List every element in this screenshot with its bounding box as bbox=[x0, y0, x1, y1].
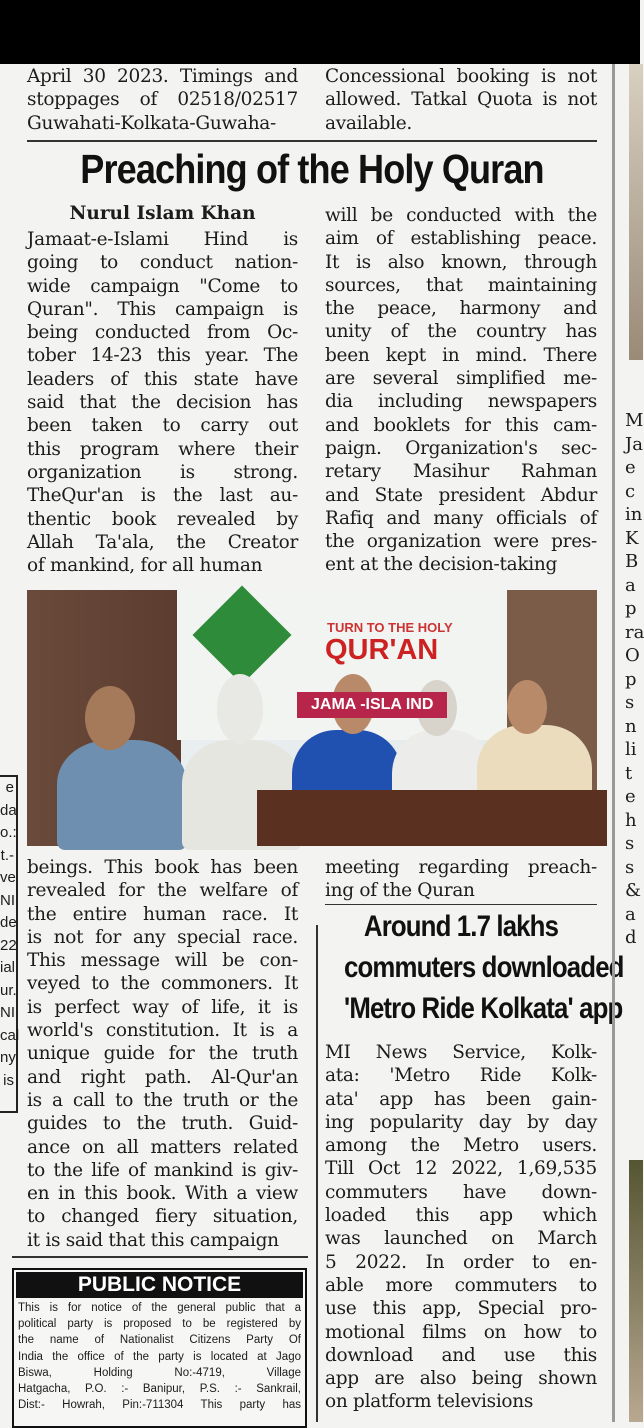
metro-headline-line: Around 1.7 lakhs bbox=[363, 910, 559, 943]
press-table bbox=[257, 790, 607, 846]
text-line: revealed for the welfare of bbox=[27, 880, 298, 902]
edge-text-line: ra bbox=[625, 621, 644, 643]
edge-photo bbox=[629, 1160, 643, 1422]
text-line: been taken to carry out bbox=[27, 415, 298, 437]
article-photo bbox=[27, 590, 597, 846]
notice-line: Dist:- Howrah, Pin:-711304 This party has bbox=[18, 1399, 301, 1412]
text-line: dia including newspapers bbox=[325, 391, 597, 413]
text-line: of mankind, for all human bbox=[27, 555, 263, 577]
text-line: Concessional booking is not bbox=[325, 66, 597, 87]
edge-text-line: ve bbox=[0, 869, 16, 886]
article-byline: Nurul Islam Khan bbox=[69, 203, 256, 224]
text-line: world's constitution. It is a bbox=[27, 1020, 298, 1042]
edge-photo bbox=[629, 64, 643, 360]
edge-text-line: is bbox=[3, 1071, 14, 1089]
edge-text-line: Ja bbox=[625, 433, 643, 455]
text-line: April 30 2023. Timings and bbox=[27, 66, 298, 87]
public-notice-body bbox=[14, 1300, 305, 1413]
edge-text-line: cal bbox=[0, 1026, 20, 1044]
text-line: retary Masihur Rahman bbox=[325, 461, 597, 483]
edge-text-line: B bbox=[625, 551, 639, 572]
edge-text bbox=[625, 409, 644, 950]
text-line: ing of the Quran bbox=[325, 880, 475, 902]
edge-text-line: p bbox=[625, 668, 637, 690]
edge-text-line: e bbox=[625, 457, 636, 478]
text-line: ent at the decision-taking bbox=[325, 554, 558, 576]
text-line: unique guide for the truth bbox=[27, 1043, 298, 1065]
divider bbox=[316, 925, 318, 1422]
edge-text-line: t bbox=[625, 762, 633, 784]
text-line: Rafiq and many officials of bbox=[325, 507, 597, 529]
edge-text-line: in bbox=[625, 504, 643, 525]
edge-text-line: NI bbox=[0, 891, 15, 909]
divider bbox=[27, 140, 597, 142]
text-line: app are also being shown bbox=[325, 1368, 597, 1390]
edge-text-line: o.: bbox=[0, 824, 17, 841]
text-line: Allah Ta'ala, the Creator bbox=[27, 531, 298, 553]
notice-line: India the office of the party is located at Jago bbox=[18, 1350, 301, 1363]
metro-article-body bbox=[325, 1041, 597, 1414]
edge-text-line: ur. bbox=[0, 981, 17, 999]
text-line: It is also known, through bbox=[325, 251, 597, 273]
text-line: is not for any special race. bbox=[27, 926, 298, 948]
edge-text-line: e bbox=[5, 779, 14, 796]
edge-text-line: & bbox=[625, 880, 642, 901]
text-line: the entire human race. It bbox=[27, 903, 298, 925]
edge-text-line: s bbox=[625, 692, 635, 713]
edge-text-line: a bbox=[625, 903, 636, 925]
edge-text-line: 22 bbox=[0, 936, 17, 954]
text-line: allowed. Tatkal Quota is not bbox=[325, 89, 597, 111]
edge-text-line: t.- bbox=[0, 846, 14, 864]
text-line: organization is strong. bbox=[27, 461, 298, 483]
text-line: loaded this app which bbox=[325, 1205, 597, 1227]
person bbox=[57, 740, 187, 850]
text-line: stoppages of 02518/02517 bbox=[27, 89, 298, 111]
text-line: said that the decision has bbox=[27, 392, 298, 414]
text-line: beings. This book has been bbox=[27, 857, 298, 878]
banner-text: JAMA -ISLA IND bbox=[297, 692, 447, 718]
text-line: able more commuters to bbox=[325, 1274, 597, 1296]
article-column-3 bbox=[27, 856, 298, 1252]
banner-text: QUR'AN bbox=[325, 634, 439, 666]
text-line: ance on all matters related bbox=[27, 1136, 298, 1158]
notice-line: the name of Nationalist Citizens Party Of bbox=[18, 1334, 301, 1347]
text-line: was launched on March bbox=[325, 1228, 597, 1250]
text-line: TheQur'an is the last au- bbox=[27, 485, 298, 507]
left-edge-column bbox=[0, 775, 18, 1113]
text-line: is perfect way of life, it is bbox=[27, 996, 298, 1018]
text-line: This message will be con- bbox=[27, 950, 298, 972]
text-line: and right path. Al-Qur'an bbox=[27, 1066, 298, 1088]
text-line: aim of establishing peace. bbox=[325, 228, 597, 250]
text-line: going to conduct nation- bbox=[27, 252, 298, 274]
top-right-column bbox=[325, 65, 597, 135]
edge-text-line: K bbox=[625, 527, 639, 549]
edge-text-line: c bbox=[625, 480, 636, 502]
right-edge-column bbox=[612, 64, 644, 1422]
edge-text-line: M bbox=[625, 410, 644, 431]
article-headline: Preaching of the Holy Quran bbox=[80, 146, 544, 192]
edge-text-line: s bbox=[625, 833, 635, 854]
edge-text-line: ial bbox=[0, 959, 16, 976]
edge-text-line: n bbox=[625, 715, 637, 737]
notice-line: political party is proposed to be registered by bbox=[18, 1318, 301, 1331]
text-line: on platform televisions bbox=[325, 1391, 534, 1413]
divider bbox=[12, 1256, 308, 1258]
edge-text-line: a bbox=[625, 574, 636, 596]
text-line: motional films on how to bbox=[325, 1321, 597, 1343]
text-line: 5 2022. In order to en- bbox=[325, 1251, 597, 1273]
person-head bbox=[507, 680, 547, 734]
text-line: and booklets for this cam- bbox=[325, 414, 597, 436]
text-line: use this app, Special pro- bbox=[325, 1298, 597, 1320]
text-line: will be conducted with the bbox=[325, 205, 597, 226]
text-line: sources, that maintaining bbox=[325, 274, 597, 296]
text-line: and State president Abdur bbox=[325, 484, 597, 506]
edge-text-line: h bbox=[625, 809, 637, 831]
text-line: tober 14-23 this year. The bbox=[27, 345, 298, 367]
text-line: Quran". This campaign is bbox=[27, 298, 298, 320]
text-line: the organization were pres- bbox=[325, 531, 597, 553]
public-notice bbox=[12, 1268, 307, 1428]
quran-logo-icon bbox=[193, 586, 292, 685]
text-line: download and use this bbox=[325, 1344, 597, 1366]
notice-line: Hatgacha, P.O. :- Banipur, P.S. :- Sankrail, bbox=[18, 1383, 301, 1396]
text-line: being conducted from Oc- bbox=[27, 322, 298, 344]
edge-text-line: NI bbox=[0, 1004, 15, 1021]
divider bbox=[325, 904, 597, 905]
text-line: been kept in mind. There bbox=[325, 344, 597, 366]
metro-headline bbox=[325, 906, 624, 1029]
text-line: ing popularity day by day bbox=[325, 1111, 597, 1133]
edge-text-line: s bbox=[625, 856, 635, 878]
top-left-column bbox=[27, 65, 298, 135]
text-line: en in this book. With a view bbox=[27, 1183, 298, 1205]
text-line: commuters have down- bbox=[325, 1181, 597, 1203]
edge-text-line: ny bbox=[0, 1049, 16, 1066]
banner-text: TURN TO THE HOLY bbox=[327, 620, 453, 635]
text-line: to the life of mankind is giv- bbox=[27, 1159, 298, 1181]
text-line: leaders of this state have bbox=[27, 368, 298, 390]
person-head bbox=[85, 686, 135, 750]
text-line: Till Oct 12 2022, 1,69,535 bbox=[325, 1158, 597, 1180]
text-line: wide campaign "Come to bbox=[27, 275, 298, 297]
metro-headline-line: commuters downloaded bbox=[344, 951, 624, 984]
metro-headline-line: 'Metro Ride Kolkata' app bbox=[344, 992, 623, 1025]
text-line: among the Metro users. bbox=[325, 1135, 597, 1157]
edge-text-line: e bbox=[625, 786, 636, 807]
top-black-bar bbox=[0, 0, 640, 64]
text-line: ata: 'Metro Ride Kolk- bbox=[325, 1065, 597, 1087]
edge-text-line: li bbox=[625, 739, 637, 760]
notice-line: Biswa, Holding No:-4719, Village bbox=[18, 1366, 301, 1379]
text-line: is a call to the truth or the bbox=[27, 1089, 298, 1111]
text-line: meeting regarding preach- bbox=[325, 857, 597, 878]
edge-text-line: p bbox=[625, 598, 637, 619]
text-line: to changed fiery situation, bbox=[27, 1206, 298, 1228]
text-line: the peace, harmony and bbox=[325, 298, 597, 320]
text-line: veyed to the commoners. It bbox=[27, 973, 298, 995]
article-column-2 bbox=[325, 204, 597, 577]
text-line: available. bbox=[325, 112, 412, 134]
text-line: MI News Service, Kolk- bbox=[325, 1042, 597, 1063]
public-notice-title: PUBLIC NOTICE bbox=[16, 1272, 303, 1298]
edge-text-line: de bbox=[0, 914, 17, 931]
text-line: guides to the truth. Guid- bbox=[27, 1113, 298, 1135]
text-line: paign. Organization's sec- bbox=[325, 437, 597, 459]
text-line: unity of the country has bbox=[325, 321, 597, 343]
notice-line: This is for notice of the general public that a bbox=[18, 1302, 301, 1314]
text-line: Guwahati-Kolkata-Guwaha- bbox=[27, 112, 276, 134]
edge-text-line: da bbox=[0, 801, 17, 819]
text-line: it is said that this campaign bbox=[27, 1229, 279, 1251]
edge-text-line: d bbox=[625, 927, 637, 948]
article-column-1 bbox=[27, 228, 298, 577]
text-line: ata' app has been gain- bbox=[325, 1088, 597, 1110]
text-line: Jamaat-e-Islami Hind is bbox=[27, 229, 298, 250]
text-line: are several simplified me- bbox=[325, 368, 597, 390]
article-column-4 bbox=[325, 856, 597, 903]
text-line: this program where their bbox=[27, 438, 298, 460]
text-line: thentic book revealed by bbox=[27, 508, 298, 530]
person-head bbox=[217, 674, 263, 744]
edge-text-line: O bbox=[625, 645, 640, 666]
